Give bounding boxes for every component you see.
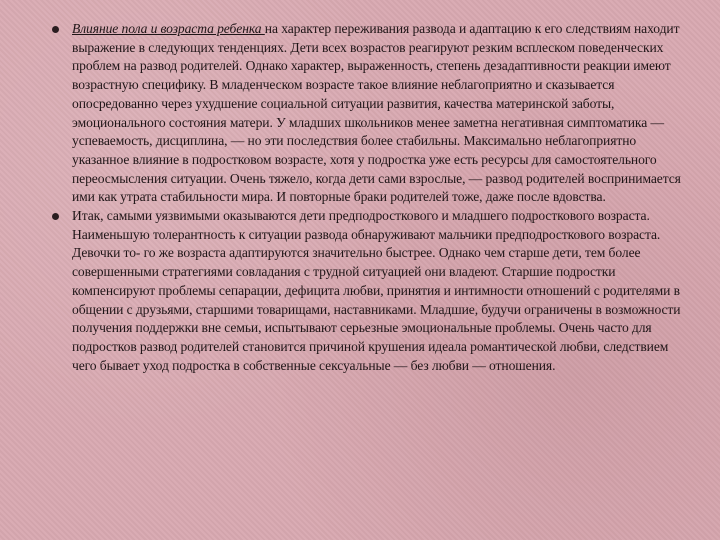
bullet-lead-phrase: Влияние пола и возраста ребенка xyxy=(72,21,265,36)
bullet-text: на характер переживания развода и адаптацию к его следствиям находит выражение в следующих тенденциях. Дети всех возрастов реагируют резким всплеском поведенческих проблем на развод родителей. Однако характер, выраженность, степень дезадаптивности реакции имеют возрастную специфику. В младенческом возрасте такое влияние неблагоприятно и сказывается опосредованно через ухудшение социальной ситуации развития, качества материнской заботы, эмоционального состояния матери. У младших школьников менее заметна негативная симптоматика — успеваемость, дисциплина, — но эти последствия более стабильны. Максимально неблагоприятно указанное влияние в подростковом возрасте, хотя у подростка уже есть ресурсы для самостоятельного переосмысления ситуации. Очень тяжело, когда дети сами взрослые, — развод родителей воспринимается ими как утрата стабильности мира. И повторные браки родителей тоже, даже после вдовства. xyxy=(72,21,681,205)
bullet-item-vulnerable-ages xyxy=(46,207,696,375)
bullet-dot-icon xyxy=(52,213,59,220)
bullet-item-gender-age xyxy=(46,20,696,207)
bullet-text: Итак, самыми уязвимыми оказываются дети предподросткового и младшего подросткового возраста. Наименьшую толерантность к ситуации развода обнаруживают мальчики предподросткового возраста. Девочки то- го же возраста адаптируются значительно быстрее. Однако чем старше дети, тем более совершенными стратегиями совладания с трудной ситуацией они владеют. Старшие подростки компенсируют проблемы сепарации, дефицита любви, принятия и интимности отношений с родителями в общении с друзьями, старшими товарищами, наставниками. Младшие, будучи ограничены в возможности получения поддержки вне семьи, испытывают серьезные эмоциональные проблемы. Очень часто для подростков развод родителей становится причиной крушения идеала романтической любви, следствием чего бывает уход подростка в собственные сексуальные — без любви — отношения. xyxy=(72,208,681,373)
bullet-list xyxy=(46,20,696,375)
bullet-dot-icon xyxy=(52,26,59,33)
